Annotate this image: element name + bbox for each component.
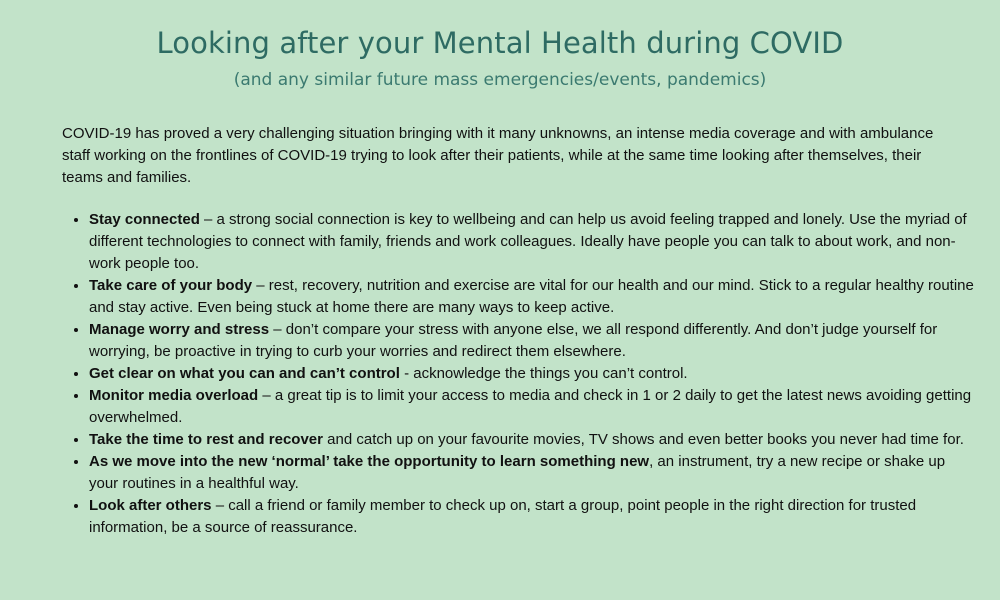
tip-text: and catch up on your favourite movies, TV shows and even better books you never had time for. xyxy=(322,431,964,448)
tips-list xyxy=(62,209,974,539)
list-item xyxy=(89,209,974,275)
list-item xyxy=(89,451,974,495)
list-item xyxy=(89,363,974,385)
tip-heading: Take the time to rest and recover xyxy=(89,431,323,448)
tip-text: , an instrument, try a new recipe or shake up your routines in a healthful way. xyxy=(89,453,946,492)
tip-text: – rest, recovery, nutrition and exercise are vital for our health and our mind. Stick to a regular healthy routine and stay active. Even being stuck at home there are many ways to keep active. xyxy=(89,277,974,316)
page-subtitle: (and any similar future mass emergencies/events, pandemics) xyxy=(233,70,767,90)
tip-text: - acknowledge the things you can’t control. xyxy=(399,365,688,382)
tip-heading: Manage worry and stress xyxy=(89,321,270,338)
tip-text: – a great tip is to limit your access to media and check in 1 or 2 daily to get the latest news avoiding getting overwhelmed. xyxy=(89,387,972,426)
list-item xyxy=(89,385,974,429)
tip-text: – don’t compare your stress with anyone else, we all respond differently. And don’t judge yourself for worrying, be proactive in trying to curb your worries and redirect them elsewhere. xyxy=(89,321,938,360)
intro-paragraph: COVID-19 has proved a very challenging situation bringing with it many unknowns, an intense media coverage and with ambulance staff working on the frontlines of COVID-19 trying to look after their patients, while at the same time looking after themselves, their teams and families. xyxy=(62,125,934,186)
tip-text: – call a friend or family member to check up on, start a group, point people in the right direction for trusted information, be a source of reassurance. xyxy=(89,497,917,536)
list-item xyxy=(89,429,974,451)
page-title: Looking after your Mental Health during COVID xyxy=(156,26,844,60)
tip-text: – a strong social connection is key to wellbeing and can help us avoid feeling trapped and lonely. Use the myriad of different technologies to connect with family, friends and work colleagues. Ideally have people you can talk to about work, and non-work people too. xyxy=(89,211,967,272)
tip-heading: As we move into the new ‘normal’ take the opportunity to learn something new xyxy=(89,453,650,470)
list-item xyxy=(89,495,974,539)
tip-heading: Stay connected xyxy=(89,211,200,228)
list-item xyxy=(89,319,974,363)
list-item xyxy=(89,275,974,319)
tip-heading: Take care of your body xyxy=(89,277,253,294)
tip-heading: Monitor media overload xyxy=(89,387,259,404)
tip-heading: Get clear on what you can and can’t control xyxy=(89,365,400,382)
tip-heading: Look after others xyxy=(89,497,212,514)
